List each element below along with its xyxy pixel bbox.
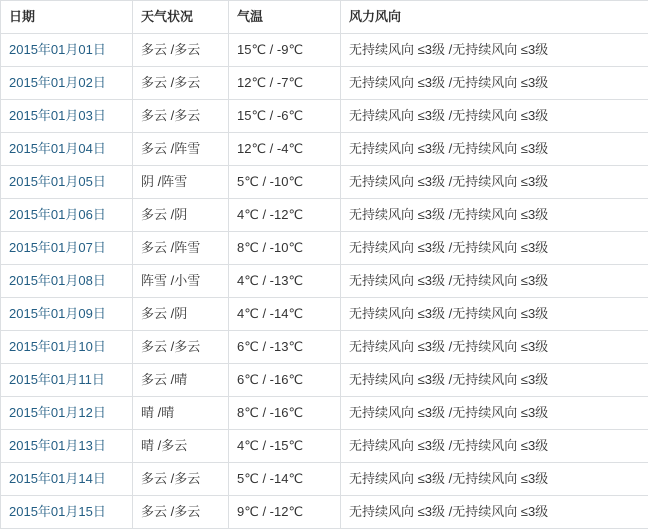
date-link[interactable]: 2015年01月15日 <box>9 504 106 519</box>
date-link[interactable]: 2015年01月03日 <box>9 108 106 123</box>
weather-cell: 多云 /多云 <box>133 496 229 529</box>
wind-cell: 无持续风向 ≤3级 /无持续风向 ≤3级 <box>341 364 648 397</box>
temp-cell: 8℃ / -10℃ <box>229 232 341 265</box>
temp-cell: 12℃ / -4℃ <box>229 133 341 166</box>
temp-cell: 15℃ / -9℃ <box>229 34 341 67</box>
wind-cell: 无持续风向 ≤3级 /无持续风向 ≤3级 <box>341 67 648 100</box>
wind-cell: 无持续风向 ≤3级 /无持续风向 ≤3级 <box>341 298 648 331</box>
temp-cell: 6℃ / -16℃ <box>229 364 341 397</box>
table-row <box>1 463 648 496</box>
table-row <box>1 397 648 430</box>
table-row <box>1 331 648 364</box>
date-link[interactable]: 2015年01月04日 <box>9 141 106 156</box>
table-row <box>1 199 648 232</box>
date-link[interactable]: 2015年01月13日 <box>9 438 106 453</box>
table-row <box>1 298 648 331</box>
weather-cell: 多云 /阵雪 <box>133 133 229 166</box>
date-link[interactable]: 2015年01月12日 <box>9 405 106 420</box>
column-header-weather: 天气状况 <box>133 1 229 34</box>
date-cell <box>1 496 133 529</box>
table-row <box>1 232 648 265</box>
table-row <box>1 67 648 100</box>
weather-cell: 晴 /多云 <box>133 430 229 463</box>
table-header <box>1 1 648 34</box>
date-cell <box>1 166 133 199</box>
date-link[interactable]: 2015年01月07日 <box>9 240 106 255</box>
date-link[interactable]: 2015年01月11日 <box>9 372 105 387</box>
date-link[interactable]: 2015年01月14日 <box>9 471 106 486</box>
table-row <box>1 100 648 133</box>
table-row <box>1 265 648 298</box>
temp-cell: 15℃ / -6℃ <box>229 100 341 133</box>
wind-cell: 无持续风向 ≤3级 /无持续风向 ≤3级 <box>341 463 648 496</box>
wind-cell: 无持续风向 ≤3级 /无持续风向 ≤3级 <box>341 133 648 166</box>
weather-cell: 多云 /阵雪 <box>133 232 229 265</box>
temp-cell: 8℃ / -16℃ <box>229 397 341 430</box>
wind-cell: 无持续风向 ≤3级 /无持续风向 ≤3级 <box>341 496 648 529</box>
wind-cell: 无持续风向 ≤3级 /无持续风向 ≤3级 <box>341 34 648 67</box>
wind-cell: 无持续风向 ≤3级 /无持续风向 ≤3级 <box>341 265 648 298</box>
date-cell <box>1 298 133 331</box>
temp-cell: 5℃ / -14℃ <box>229 463 341 496</box>
date-cell <box>1 397 133 430</box>
column-header-temp: 气温 <box>229 1 341 34</box>
weather-cell: 多云 /多云 <box>133 67 229 100</box>
date-cell <box>1 67 133 100</box>
weather-cell: 阴 /阵雪 <box>133 166 229 199</box>
weather-cell: 多云 /多云 <box>133 463 229 496</box>
table-row <box>1 34 648 67</box>
table-row <box>1 364 648 397</box>
temp-cell: 4℃ / -12℃ <box>229 199 341 232</box>
weather-cell: 晴 /晴 <box>133 397 229 430</box>
column-header-wind: 风力风向 <box>341 1 648 34</box>
table-row <box>1 496 648 529</box>
date-link[interactable]: 2015年01月05日 <box>9 174 106 189</box>
weather-cell: 多云 /晴 <box>133 364 229 397</box>
wind-cell: 无持续风向 ≤3级 /无持续风向 ≤3级 <box>341 331 648 364</box>
temp-cell: 5℃ / -10℃ <box>229 166 341 199</box>
wind-cell: 无持续风向 ≤3级 /无持续风向 ≤3级 <box>341 232 648 265</box>
date-link[interactable]: 2015年01月06日 <box>9 207 106 222</box>
wind-cell: 无持续风向 ≤3级 /无持续风向 ≤3级 <box>341 199 648 232</box>
date-cell <box>1 199 133 232</box>
date-cell <box>1 463 133 496</box>
temp-cell: 4℃ / -14℃ <box>229 298 341 331</box>
date-cell <box>1 331 133 364</box>
wind-cell: 无持续风向 ≤3级 /无持续风向 ≤3级 <box>341 100 648 133</box>
weather-cell: 多云 /阴 <box>133 298 229 331</box>
date-cell <box>1 100 133 133</box>
date-link[interactable]: 2015年01月10日 <box>9 339 106 354</box>
temp-cell: 9℃ / -12℃ <box>229 496 341 529</box>
date-cell <box>1 232 133 265</box>
weather-cell: 多云 /阴 <box>133 199 229 232</box>
temp-cell: 6℃ / -13℃ <box>229 331 341 364</box>
table-row <box>1 166 648 199</box>
temp-cell: 4℃ / -15℃ <box>229 430 341 463</box>
date-cell <box>1 430 133 463</box>
table-row <box>1 430 648 463</box>
weather-cell: 多云 /多云 <box>133 100 229 133</box>
weather-table-body <box>1 34 648 529</box>
column-header-date: 日期 <box>1 1 133 34</box>
header-row <box>1 1 648 34</box>
date-link[interactable]: 2015年01月08日 <box>9 273 106 288</box>
wind-cell: 无持续风向 ≤3级 /无持续风向 ≤3级 <box>341 430 648 463</box>
weather-cell: 多云 /多云 <box>133 331 229 364</box>
date-cell <box>1 364 133 397</box>
date-cell <box>1 265 133 298</box>
temp-cell: 4℃ / -13℃ <box>229 265 341 298</box>
date-cell <box>1 34 133 67</box>
temp-cell: 12℃ / -7℃ <box>229 67 341 100</box>
date-link[interactable]: 2015年01月02日 <box>9 75 106 90</box>
weather-cell: 阵雪 /小雪 <box>133 265 229 298</box>
wind-cell: 无持续风向 ≤3级 /无持续风向 ≤3级 <box>341 397 648 430</box>
wind-cell: 无持续风向 ≤3级 /无持续风向 ≤3级 <box>341 166 648 199</box>
date-link[interactable]: 2015年01月09日 <box>9 306 106 321</box>
date-link[interactable]: 2015年01月01日 <box>9 42 106 57</box>
weather-cell: 多云 /多云 <box>133 34 229 67</box>
date-cell <box>1 133 133 166</box>
table-row <box>1 133 648 166</box>
